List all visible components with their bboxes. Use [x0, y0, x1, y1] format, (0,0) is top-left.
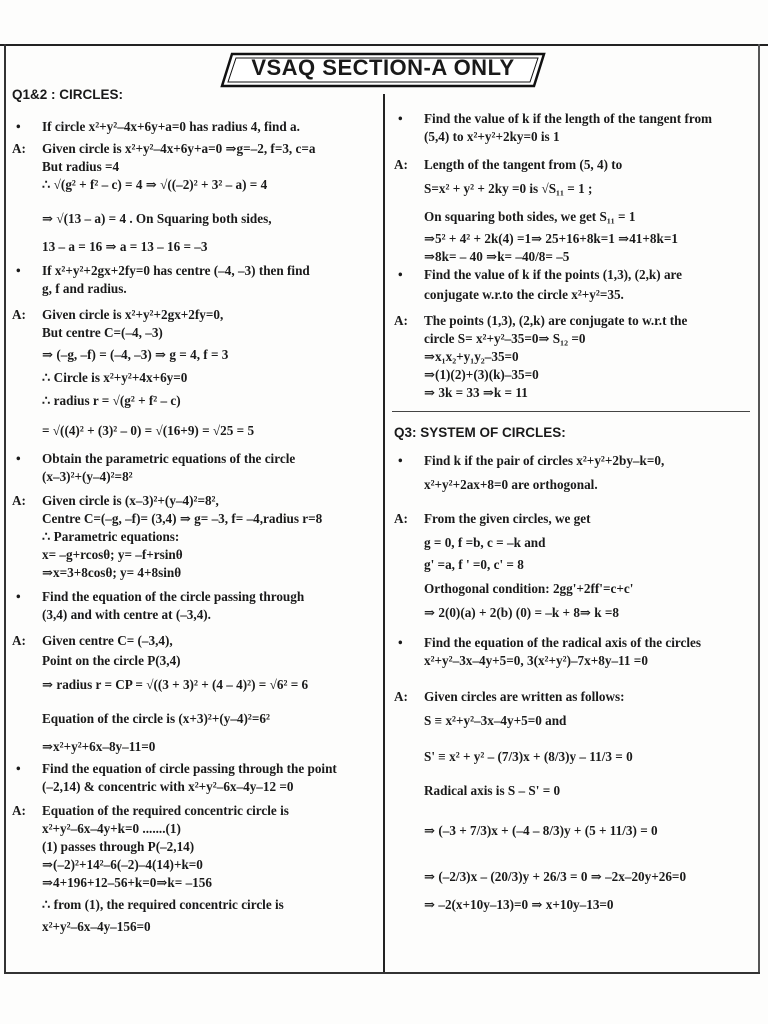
left-question-line [16, 118, 300, 135]
right-line [424, 556, 524, 573]
left-line [42, 392, 181, 409]
right-rule [758, 44, 760, 974]
line-text: Centre C=(–g, –f)= (3,4) ⇒ g= –3, f= –4,radius r=8 [42, 511, 323, 526]
line-text: But centre C=(–4, –3) [42, 325, 163, 340]
bullet-marker: • [398, 635, 403, 650]
line-text: ⇒5² + 4² + 2k(4) =1⇒ 25+16+8k=1 ⇒41+8k=1 [424, 231, 678, 246]
right-line [424, 208, 635, 225]
left-line [42, 838, 194, 855]
left-line [42, 546, 183, 563]
bullet-marker: • [16, 761, 21, 776]
line-text: Find the equation of the radical axis of the circles [424, 635, 702, 650]
answer-marker: A: [394, 157, 408, 172]
left-rule [4, 44, 6, 974]
line-text: Find the equation of circle passing through the point [42, 761, 337, 776]
line-text: (–2,14) & concentric with x²+y²–6x–4y–12 =0 [42, 779, 294, 794]
right-column [394, 110, 754, 950]
left-answer-line [12, 492, 219, 509]
left-line [42, 564, 181, 581]
bullet-marker: • [398, 267, 403, 282]
bullet-marker: • [398, 453, 403, 468]
left-line [42, 346, 228, 363]
bullet-marker: • [16, 451, 21, 466]
line-text: g, f and radius. [42, 281, 127, 296]
line-text: Given circle is x²+y²+2gx+2fy=0, [42, 307, 224, 322]
line-text: Orthogonal condition: 2gg'+2ff'=c+c' [424, 581, 634, 596]
line-text: ⇒8k= – 40 ⇒k= –40/8= –5 [424, 249, 570, 264]
section-banner [218, 52, 548, 88]
right-line [424, 476, 598, 493]
left-line [42, 176, 267, 193]
answer-marker: A: [12, 633, 26, 648]
line-text: From the given circles, we get [424, 511, 591, 526]
left-line [42, 324, 163, 341]
line-text: ∴ radius r = √(g² + f² – c) [42, 393, 181, 408]
right-line [424, 782, 560, 799]
left-line [42, 468, 133, 485]
right-line [424, 604, 619, 621]
right-line [424, 330, 585, 347]
line-text: ∴ from (1), the required concentric circle is [42, 897, 284, 912]
line-text: ⇒(1)(2)+(3)(k)–35=0 [424, 367, 539, 382]
line-text: x= –g+rcosθ; y= –f+rsinθ [42, 547, 183, 562]
line-text: ⇒ (–g, –f) = (–4, –3) ⇒ g = 4, f = 3 [42, 347, 229, 362]
bullet-marker: • [16, 589, 21, 604]
left-column [12, 86, 380, 966]
line-text: Given circle is (x–3)²+(y–4)²=8², [42, 493, 219, 508]
line-text: Q1&2 : CIRCLES: [12, 87, 124, 102]
line-text: ⇒x₁x₂+y₁y₂–35=0 [424, 349, 519, 364]
line-text: Given centre C= (–3,4), [42, 633, 173, 648]
right-line [424, 748, 633, 765]
answer-marker: A: [12, 803, 26, 818]
line-text: conjugate w.r.to the circle x²+y²=35. [424, 287, 624, 302]
line-text: 13 – a = 16 ⇒ a = 13 – 16 = –3 [42, 239, 208, 254]
right-answer-line [394, 312, 688, 329]
line-text: ∴ Circle is x²+y²+4x+6y=0 [42, 370, 188, 385]
line-text: ⇒ –2(x+10y–13)=0 ⇒ x+10y–13=0 [424, 897, 614, 912]
left-line [42, 606, 211, 623]
left-line [42, 918, 151, 935]
line-text: ⇒ 3k = 33 ⇒k = 11 [424, 385, 528, 400]
left-line [42, 280, 127, 297]
bullet-marker: • [16, 119, 21, 134]
left-line [42, 738, 155, 755]
left-answer-line [12, 140, 316, 157]
line-text: ⇒4+196+12–56+k=0⇒k= –156 [42, 875, 212, 890]
line-text: circle S= x²+y²–35=0⇒ S₁₂ =0 [424, 331, 586, 346]
line-text: If circle x²+y²–4x+6y+a=0 has radius 4, find a. [42, 119, 300, 134]
left-line [42, 158, 119, 175]
left-question-line [16, 760, 337, 777]
left-line [42, 856, 203, 873]
left-question-line [16, 450, 296, 467]
bottom-rule [4, 972, 760, 974]
line-text: Find the value of k if the length of the tangent from [424, 111, 713, 126]
right-line [424, 366, 539, 383]
right-line [424, 230, 678, 247]
line-text: x²+y²–6x–4y–156=0 [42, 919, 151, 934]
left-answer-line [12, 802, 289, 819]
right-question-line [398, 634, 702, 651]
answer-marker: A: [394, 313, 408, 328]
line-text: x²+y²–6x–4y+k=0 .......(1) [42, 821, 181, 836]
line-text: (3,4) and with centre at (–3,4). [42, 607, 211, 622]
line-text: Find the equation of the circle passing through [42, 589, 305, 604]
right-line [424, 384, 528, 401]
left-answer-line [12, 632, 173, 649]
right-line [424, 652, 648, 669]
line-text: Given circle is x²+y²–4x+6y+a=0 ⇒g=–2, f=3, c=a [42, 141, 316, 156]
line-text: But radius =4 [42, 159, 120, 174]
line-text: x²+y²–3x–4y+5=0, 3(x²+y²)–7x+8y–11 =0 [424, 653, 648, 668]
left-line [42, 874, 212, 891]
right-line [424, 896, 614, 913]
left-line [42, 510, 322, 527]
line-text: ∴ √(g² + f² – c) = 4 ⇒ √((–2)² + 3² – a) = 4 [42, 177, 268, 192]
line-text: Equation of the required concentric circle is [42, 803, 289, 818]
line-text: On squaring both sides, we get S₁₁ = 1 [424, 209, 636, 224]
left-line [42, 778, 293, 795]
left-line [42, 238, 207, 255]
right-line [424, 822, 658, 839]
column-divider [383, 94, 385, 974]
bullet-marker: • [398, 111, 403, 126]
line-text: (1) passes through P(–2,14) [42, 839, 195, 854]
left-question-line [16, 262, 310, 279]
line-text: If x²+y²+2gx+2fy=0 has centre (–4, –3) then find [42, 263, 310, 278]
left-line [42, 820, 181, 837]
line-text: Point on the circle P(3,4) [42, 653, 181, 668]
line-text: ⇒ 2(0)(a) + 2(b) (0) = –k + 8⇒ k =8 [424, 605, 620, 620]
line-text: (x–3)²+(y–4)²=8² [42, 469, 133, 484]
line-text: S' ≡ x² + y² – (7/3)x + (8/3)y – 11/3 = 0 [424, 749, 633, 764]
right-line [424, 868, 686, 885]
answer-marker: A: [12, 141, 26, 156]
line-text: ⇒x=3+8cosθ; y= 4+8sinθ [42, 565, 182, 580]
line-text: S ≡ x²+y²–3x–4y+5=0 and [424, 713, 567, 728]
answer-marker: A: [12, 493, 26, 508]
line-text: ⇒ √(13 – a) = 4 . On Squaring both sides, [42, 211, 272, 226]
right-section-heading [394, 424, 566, 441]
left-line [42, 528, 179, 545]
line-text: Given circles are written as follows: [424, 689, 625, 704]
top-rule [0, 44, 768, 46]
line-text: S=x² + y² + 2ky =0 is √S₁₁ = 1 ; [424, 181, 593, 196]
right-line [424, 712, 566, 729]
right-line [424, 180, 592, 197]
left-line [42, 896, 284, 913]
left-answer-line [12, 306, 224, 323]
right-answer-line [394, 688, 625, 705]
left-line [42, 210, 272, 227]
answer-marker: A: [394, 511, 408, 526]
left-line [42, 422, 254, 439]
right-line [424, 286, 624, 303]
line-text: ⇒(–2)²+14²–6(–2)–4(14)+k=0 [42, 857, 203, 872]
left-line [42, 710, 270, 727]
left-question-line [16, 588, 305, 605]
line-text: x²+y²+2ax+8=0 are orthogonal. [424, 477, 598, 492]
line-text: ⇒x²+y²+6x–8y–11=0 [42, 739, 156, 754]
right-line [424, 534, 545, 551]
line-text: ∴ Parametric equations: [42, 529, 180, 544]
right-line [424, 580, 633, 597]
line-text: Find k if the pair of circles x²+y²+2by–k=0, [424, 453, 665, 468]
line-text: Obtain the parametric equations of the circle [42, 451, 296, 466]
left-section-heading [12, 86, 123, 103]
line-text: Radical axis is S – S' = 0 [424, 783, 561, 798]
right-line [424, 128, 560, 145]
answer-marker: A: [394, 689, 408, 704]
line-text: g = 0, f =b, c = –k and [424, 535, 546, 550]
left-line [42, 676, 308, 693]
right-answer-line [394, 510, 591, 527]
left-line [42, 652, 181, 669]
line-text: Find the value of k if the points (1,3), (2,k) are [424, 267, 683, 282]
right-question-line [398, 266, 683, 283]
line-text: ⇒ (–3 + 7/3)x + (–4 – 8/3)y + (5 + 11/3) = 0 [424, 823, 658, 838]
line-text: ⇒ (–2/3)x – (20/3)y + 26/3 = 0 ⇒ –2x–20y+26=0 [424, 869, 687, 884]
line-text: Equation of the circle is (x+3)²+(y–4)²=6² [42, 711, 270, 726]
answer-marker: A: [12, 307, 26, 322]
bullet-marker: • [16, 263, 21, 278]
line-text: g' =a, f ' =0, c' = 8 [424, 557, 524, 572]
line-text: Length of the tangent from (5, 4) to [424, 157, 623, 172]
left-line [42, 369, 187, 386]
line-text: ⇒ radius r = CP = √((3 + 3)² + (4 – 4)²) = √6² = 6 [42, 677, 309, 692]
line-text: (5,4) to x²+y²+2ky=0 is 1 [424, 129, 560, 144]
line-text: = √((4)² + (3)² – 0) = √(16+9) = √25 = 5 [42, 423, 255, 438]
line-text: The points (1,3), (2,k) are conjugate to w.r.t the [424, 313, 688, 328]
right-line [424, 348, 519, 365]
right-question-line [398, 452, 665, 469]
line-text: Q3: SYSTEM OF CIRCLES: [394, 425, 566, 440]
right-line [424, 248, 569, 265]
right-question-line [398, 110, 713, 127]
banner-title: VSAQ SECTION-A ONLY [251, 55, 515, 80]
right-answer-line [394, 156, 623, 173]
